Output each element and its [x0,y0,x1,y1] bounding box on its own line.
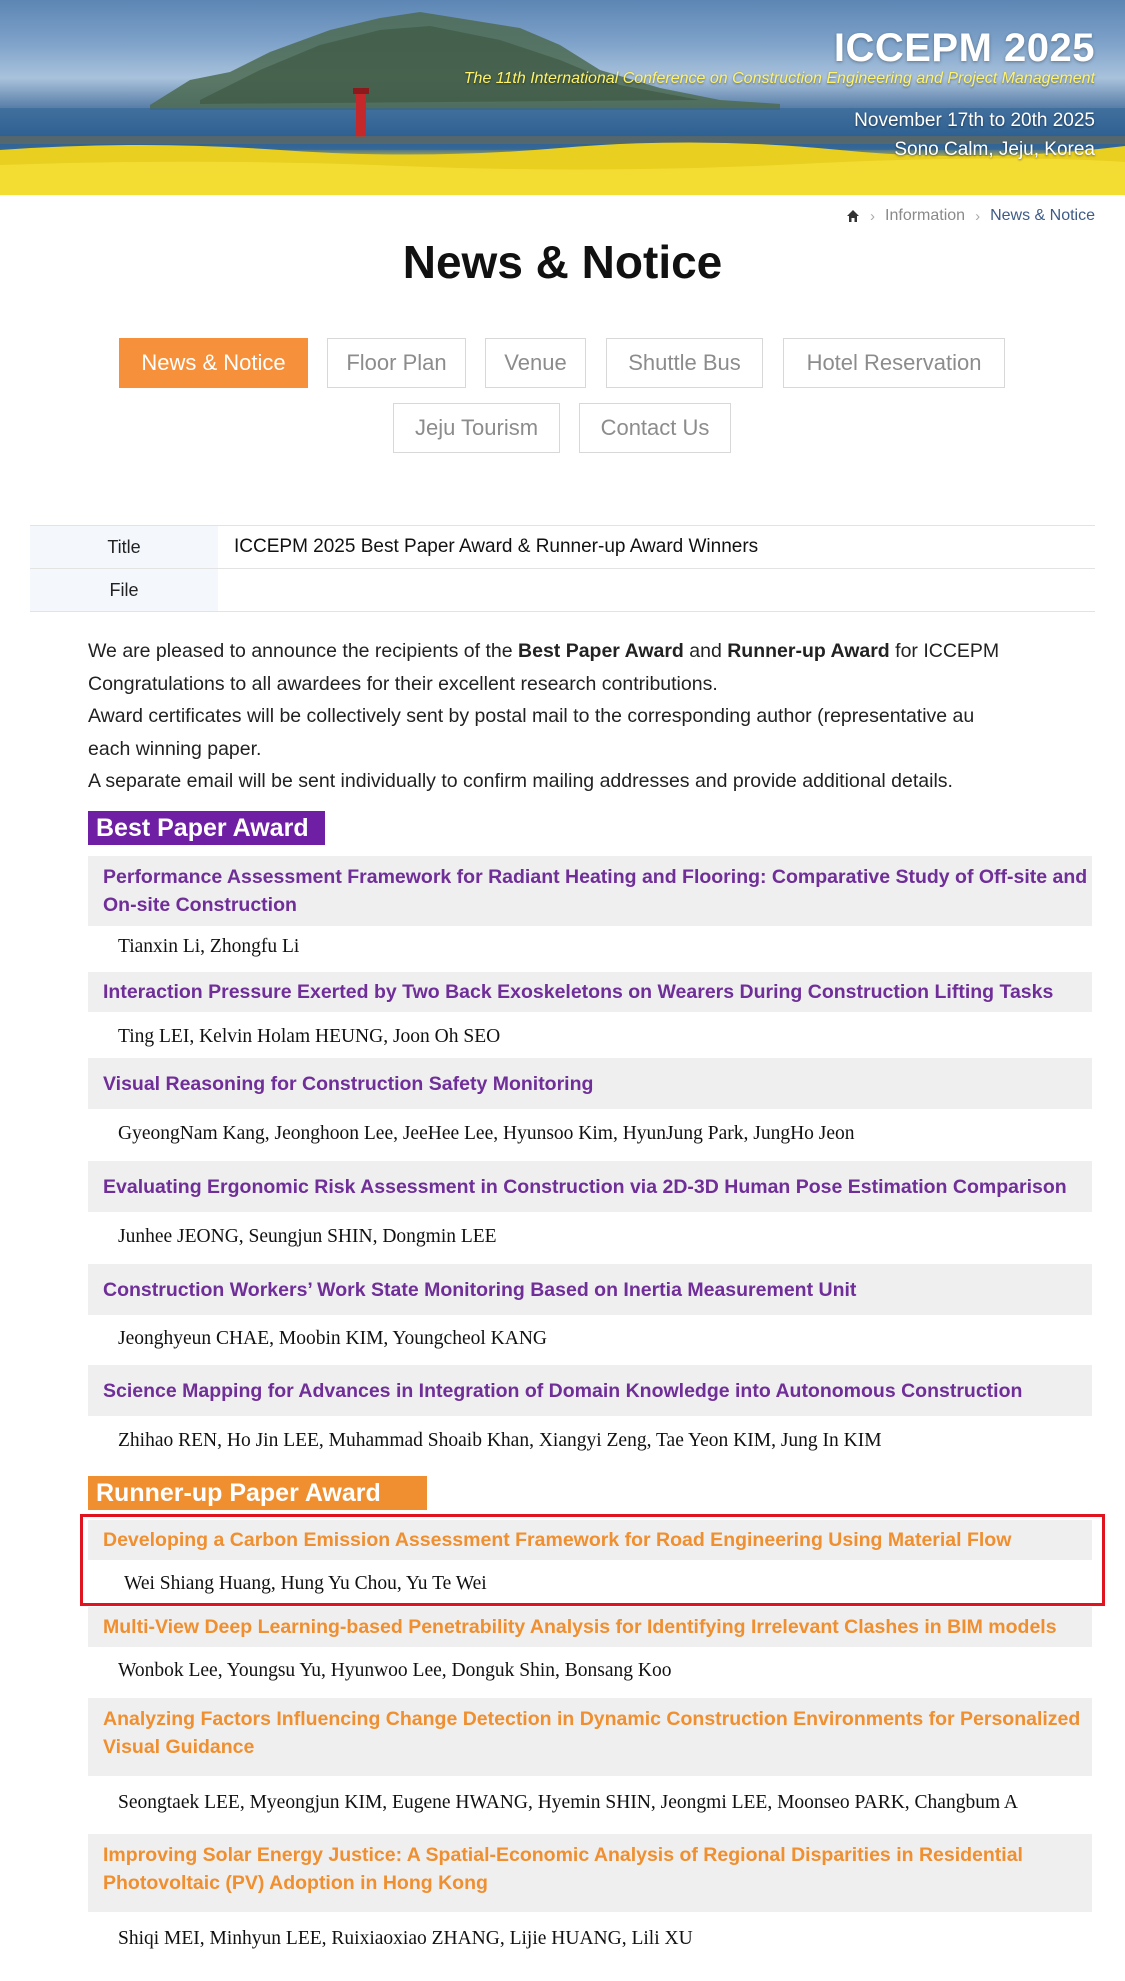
tab-shuttle-bus[interactable]: Shuttle Bus [606,338,763,388]
file-row [30,569,1095,612]
paper-title: Improving Solar Energy Justice: A Spatial-Economic Analysis of Regional Disparities in Residential Photovoltaic (PV) Adoption in Hong Kong [88,1834,1092,1912]
title-row [30,526,1095,569]
paper-title: Visual Reasoning for Construction Safety Monitoring [88,1058,1092,1109]
tab-venue[interactable]: Venue [485,338,586,388]
title-value: ICCEPM 2025 Best Paper Award & Runner-up Award Winners [234,536,759,557]
chevron-right-icon: › [975,207,981,225]
paper-authors: GyeongNam Kang, Jeonghoon Lee, JeeHee Lee, Hyunsoo Kim, HyunJung Park, JungHo Jeon [118,1123,855,1144]
breadcrumb-current[interactable]: News & Notice [990,207,1095,224]
title-label: Title [30,526,218,568]
tab-contact-us[interactable]: Contact Us [579,403,731,453]
paper-authors: Wonbok Lee, Youngsu Yu, Hyunwoo Lee, Donguk Shin, Bonsang Koo [118,1660,672,1681]
paper-title: Multi-View Deep Learning-based Penetrability Analysis for Identifying Irrelevant Clashes in BIM models [88,1607,1092,1647]
file-label: File [30,569,218,611]
intro-text: for ICCEPM [889,640,1000,662]
paper-authors: Ting LEI, Kelvin Holam HEUNG, Joon Oh SEO [118,1026,501,1047]
paper-authors: Junhee JEONG, Seungjun SHIN, Dongmin LEE [118,1226,497,1247]
conference-title: ICCEPM 2025 [833,26,1095,70]
breadcrumb-information[interactable]: Information [885,207,966,224]
paper-title: Developing a Carbon Emission Assessment Framework for Road Engineering Using Material Flow [88,1520,1092,1560]
intro-line: each winning paper. [88,737,262,760]
intro-line: Congratulations to all awardees for their excellent research contributions. [88,672,718,695]
chevron-right-icon: › [870,207,876,225]
home-icon[interactable] [846,209,860,223]
conference-date: November 17th to 20th 2025 [854,110,1095,131]
paper-authors: Wei Shiang Huang, Hung Yu Chou, Yu Te Wei [124,1573,487,1594]
header-banner [0,0,1125,195]
conference-subtitle: The 11th International Conference on Construction Engineering and Project Management [463,70,1095,87]
paper-title: Performance Assessment Framework for Radiant Heating and Flooring: Comparative Study of Off-site and On-site Construction [88,856,1092,926]
intro-text: We are pleased to announce the recipients of the [88,640,519,662]
highlight-box [80,1514,1105,1606]
paper-title: Evaluating Ergonomic Risk Assessment in Construction via 2D-3D Human Pose Estimation Comparison [88,1161,1092,1212]
page-title: News & Notice [402,236,723,288]
intro-bold-best: Best Paper Award [518,640,684,662]
paper-title: Construction Workers’ Work State Monitoring Based on Inertia Measurement Unit [88,1264,1092,1315]
paper-authors: Seongtaek LEE, Myeongjun KIM, Eugene HWANG, Hyemin SHIN, Jeongmi LEE, Moonseo PARK, Changbum A [118,1792,1018,1813]
intro-line: A separate email will be sent individually to confirm mailing addresses and provide additional details. [88,770,953,792]
tab-news-notice[interactable]: News & Notice [119,338,308,388]
paper-title: Interaction Pressure Exerted by Two Back Exoskeletons on Wearers During Construction Lifting Tasks [88,972,1092,1012]
paper-authors: Tianxin Li, Zhongfu Li [118,936,300,957]
intro-bold-runner: Runner-up Award [727,640,890,662]
breadcrumb [846,207,1095,225]
intro-line: Award certificates will be collectively sent by postal mail to the corresponding author (representative au [88,705,975,727]
file-value [218,569,1095,611]
tab-hotel-reservation[interactable]: Hotel Reservation [783,338,1005,388]
paper-authors: Shiqi MEI, Minhyun LEE, Ruixiaoxiao ZHANG, Lijie HUANG, Lili XU [118,1928,693,1949]
tab-floor-plan[interactable]: Floor Plan [327,338,466,388]
paper-authors: Jeonghyeun CHAE, Moobin KIM, Youngcheol KANG [118,1328,547,1349]
paper-title: Science Mapping for Advances in Integration of Domain Knowledge into Autonomous Construction [88,1365,1092,1416]
conference-place: Sono Calm, Jeju, Korea [894,139,1095,160]
intro-text: and [683,640,728,662]
post-info-table [30,525,1095,612]
best-paper-award-heading: Best Paper Award [88,811,325,845]
paper-authors: Zhihao REN, Ho Jin LEE, Muhammad Shoaib Khan, Xiangyi Zeng, Tae Yeon KIM, Jung In KIM [118,1430,882,1451]
tab-jeju-tourism[interactable]: Jeju Tourism [393,403,560,453]
announcement-text [88,635,1098,798]
runner-up-award-heading: Runner-up Paper Award [88,1476,427,1510]
paper-title: Analyzing Factors Influencing Change Detection in Dynamic Construction Environments for Personalized Visual Guidance [88,1698,1092,1776]
